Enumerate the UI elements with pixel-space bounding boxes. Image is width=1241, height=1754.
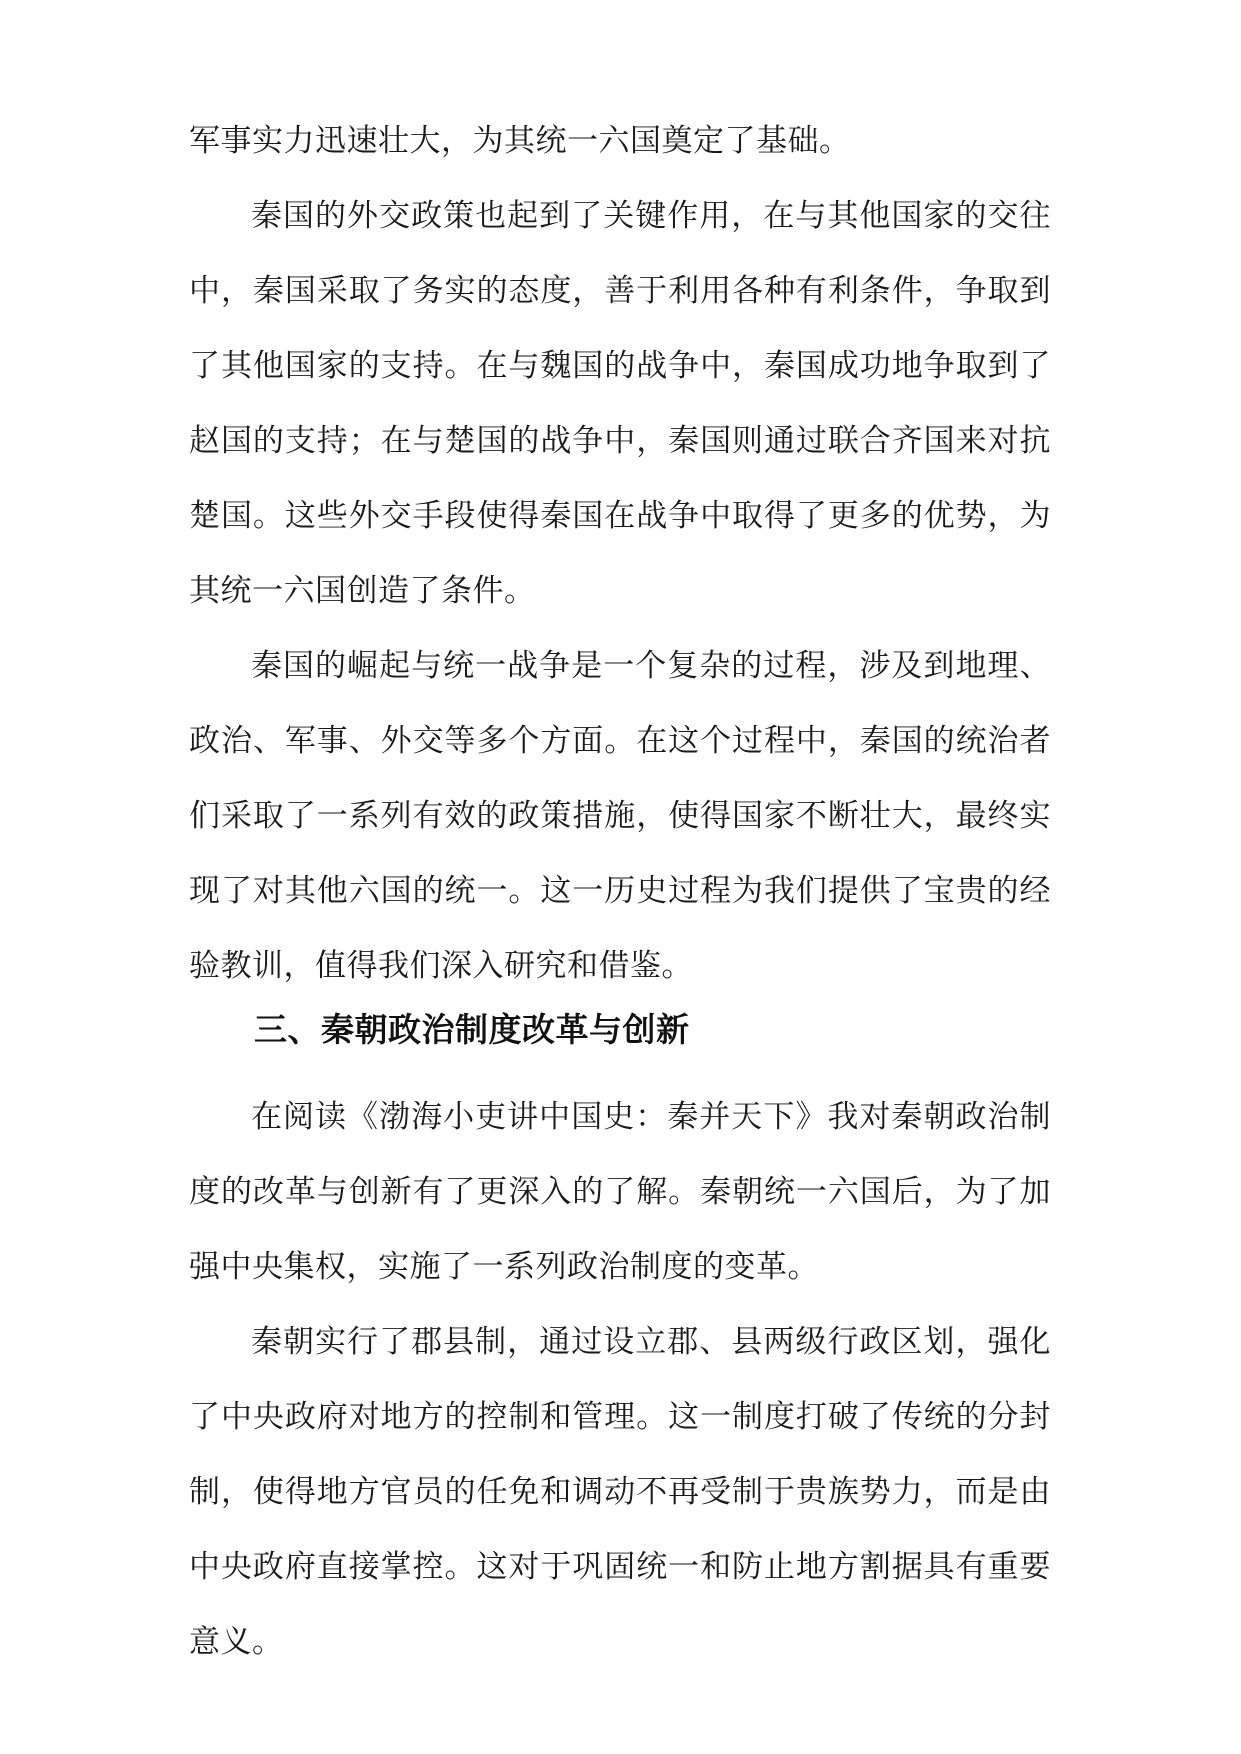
section-heading: 三、秦朝政治制度改革与创新 bbox=[254, 1010, 690, 1049]
paragraph-summary: 秦国的崛起与统一战争是一个复杂的过程，涉及到地理、政治、军事、外交等多个方面。在这个过程中，秦国的统治者们采取了一系列有效的政策措施，使得国家不断壮大，最终实现了对其他六国的统一。这一历史过程为我们提供了宝贵的经验教训，值得我们深入研究和借鉴。 bbox=[189, 648, 1051, 984]
paragraph-commandery-system: 秦朝实行了郡县制，通过设立郡、县两级行政区划，强化了中央政府对地方的控制和管理。这一制度打破了传统的分封制，使得地方官员的任免和调动不再受制于贵族势力，而是由中央政府直接掌控。这对于巩固统一和防止地方割据具有重要意义。 bbox=[189, 1324, 1051, 1660]
paragraph-reading-intro: 在阅读《渤海小吏讲中国史：秦并天下》我对秦朝政治制度的改革与创新有了更深入的了解。秦朝统一六国后，为了加强中央集权，实施了一系列政治制度的变革。 bbox=[189, 1099, 1051, 1285]
body-text-top bbox=[189, 104, 1051, 1004]
paragraph-continuation: 军事实力迅速壮大，为其统一六国奠定了基础。 bbox=[189, 123, 851, 159]
paragraph-diplomacy: 秦国的外交政策也起到了关键作用，在与其他国家的交往中，秦国采取了务实的态度，善于利用各种有利条件，争取到了其他国家的支持。在与魏国的战争中，秦国成功地争取到了赵国的支持；在与楚国的战争中，秦国则通过联合齐国来对抗楚国。这些外交手段使得秦国在战争中取得了更多的优势，为其统一六国创造了条件。 bbox=[189, 198, 1051, 609]
body-text-bottom bbox=[189, 1080, 1051, 1680]
